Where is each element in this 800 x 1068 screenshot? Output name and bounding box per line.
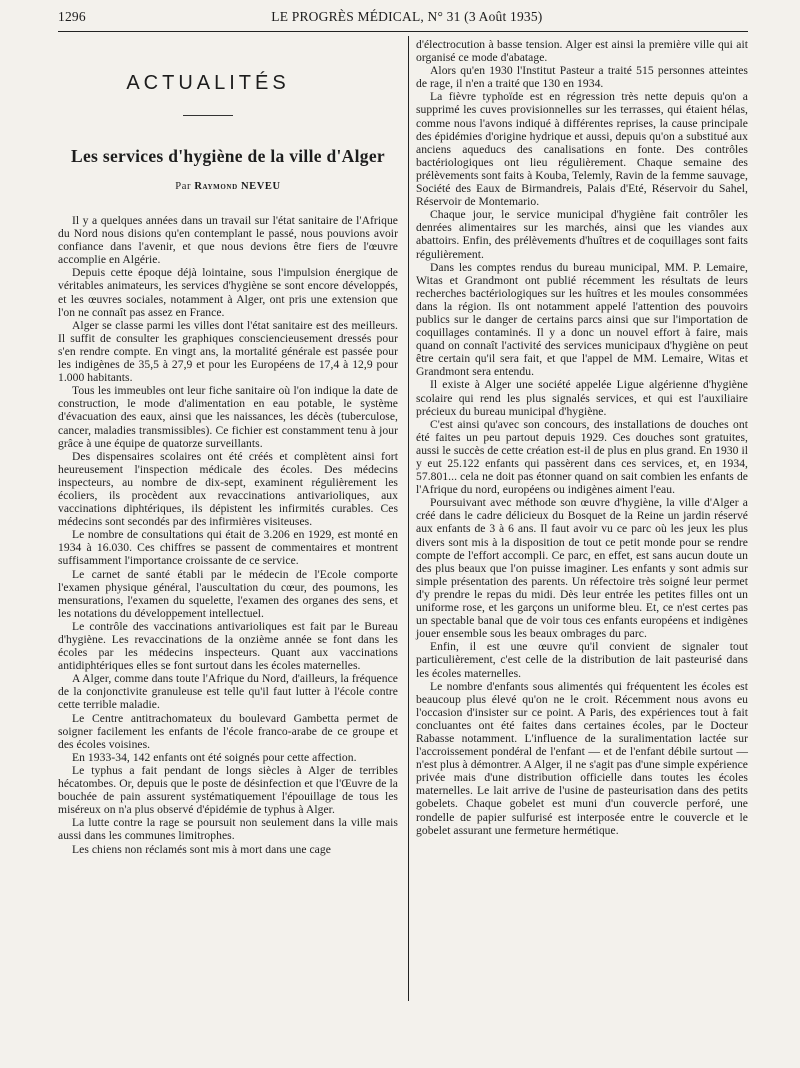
paragraph: Il existe à Alger une société appelée Ligue algérienne d'hygiène scolaire qui rend les plus signalés services, et qui est l'auxiliaire précieux du bureau municipal d'hygiène. bbox=[416, 378, 748, 418]
running-header bbox=[58, 4, 748, 30]
paragraph: Le contrôle des vaccinations antivarioliques est fait par le Bureau d'hygiène. Les revaccinations de la onzième année se font dans les écoles par les médecins inspecteurs. Quant aux vaccinations antidiphtériques elles se font surtout dans les écoles maternelles. bbox=[58, 619, 398, 673]
paragraph: Il y a quelques années dans un travail sur l'état sanitaire de l'Afrique du Nord nous disions qu'en contemplant le passé, nous pouvions avoir confiance dans l'avenir, et que nous devions être fiers de l'œuvre accomplie en Algérie. bbox=[58, 214, 398, 267]
page-number: 1296 bbox=[58, 9, 86, 24]
paragraph: A Alger, comme dans toute l'Afrique du Nord, d'ailleurs, la fréquence de la conjonctivite granuleuse est telle qu'il faut lutter à l'école contre cette terrible maladie. bbox=[58, 672, 398, 712]
paragraph: Tous les immeubles ont leur fiche sanitaire où l'on indique la date de construction, le mode d'alimentation en eau potable, le système d'évacuation des eaux, ainsi que les naissances, les décès (tuberculose, cancer, maladies transmissibles). Ce fichier est constamment tenu à jour grâce à une équipe de quatorze surveillants. bbox=[58, 384, 398, 450]
left-column-body bbox=[58, 214, 398, 856]
paragraph: Alors qu'en 1930 l'Institut Pasteur a traité 515 personnes atteintes de rage, il n'en a traité que 130 en 1934. bbox=[416, 64, 748, 91]
paragraph: Dans les comptes rendus du bureau municipal, MM. P. Lemaire, Witas et Grandmont ont publié récemment les résultats de leurs recherches bactériologiques sur les huîtres et les moules consommées dans la région. Ils ont notamment appelé l'attention des pouvoirs publics sur le danger de certains parcs ainsi que sur l'importation de coquillages contaminés. Il y a donc un nouvel effort à faire, mais quand on connaît l'activité des services municipaux d'hygiène on peut être certain qu'il sera fait, et que l'appel de MM. Lemaire, Witas et Grandmont sera entendu. bbox=[416, 260, 748, 379]
paragraph: Depuis cette époque déjà lointaine, sous l'impulsion énergique de véritables animateurs, les services d'hygiène se sont encore développés, et les œuvres sociales, notamment à Alger, ont pris une extension que l'on ne connaît pas assez en France. bbox=[58, 266, 398, 319]
journal-title: LE PROGRÈS MÉDICAL, N° 31 (3 Août 1935) bbox=[271, 9, 543, 24]
section-title: ACTUALITÉS bbox=[126, 72, 290, 94]
paragraph: Le Centre antitrachomateux du boulevard Gambetta permet de soigner facilement les enfants de l'école franco-arabe de ce groupe et des écoles voisines. bbox=[58, 711, 398, 751]
article-title: Les services d'hygiène de la ville d'Alger bbox=[71, 146, 385, 166]
right-column bbox=[416, 38, 748, 837]
paragraph: Les chiens non réclamés sont mis à mort dans une cage bbox=[72, 842, 331, 856]
byline-prefix: Par bbox=[175, 181, 192, 192]
paragraph: En 1933-34, 142 enfants ont été soignés pour cette affection. bbox=[72, 750, 357, 764]
right-column-body bbox=[416, 38, 748, 837]
paragraph: C'est ainsi qu'avec son concours, des installations de douches ont été faites un peu partout depuis 1929. Ces douches sont gratuites, aussi le succès de cette création est-il de plus en plus grand. En 1930 il y eut 25.122 enfants qui passèrent dans ces services, et, en 1934, 57.801... cela ne doit pas étonner quand on sait combien les enfants de l'Afrique du nord, européens ou indigènes aiment l'eau. bbox=[416, 417, 748, 497]
author-name: Raymond NEVEU bbox=[194, 181, 281, 192]
paragraph: Des dispensaires scolaires ont été créés et complètent ainsi fort heureusement l'inspection médicale des écoles. Des médecins inspecteurs, au nombre de dix-sept, examinent régulièrement les écoliers, ils procèdent aux revaccinations antivarioliques, aux vaccinations diphtériques, ils dépistent les infirmités curables. Ces médecins sont secondés par des infirmières visiteuses. bbox=[58, 449, 398, 529]
paragraph: La lutte contre la rage se poursuit non seulement dans la ville mais aussi dans les communes limitrophes. bbox=[58, 816, 398, 843]
header-rule bbox=[58, 31, 748, 32]
paragraph: Enfin, il est une œuvre qu'il convient de signaler tout particulièrement, c'est celle de la distribution de lait pasteurisé dans les écoles maternelles. bbox=[416, 640, 748, 680]
section-rule bbox=[183, 115, 233, 116]
column-divider bbox=[408, 36, 409, 1001]
paragraph: Le nombre d'enfants sous alimentés qui fréquentent les écoles est beaucoup plus élevé qu'on ne le croit. Récemment nous avons eu l'occasion d'insister sur ce point. A Paris, des expériences tout à fait concluantes ont été faites dans certaines écoles, par le Docteur Rabasse notamment. L'influence de la suralimentation lactée sur l'accroissement pondéral de l'enfant — et de l'enfant débile surtout — n'est plus à démontrer. A Alger, il ne s'agit pas d'une simple expérience privée mais d'une distribution officielle dans toutes les écoles maternelles. Le lait arrive de l'usine de pasteurisation dans des petits gobelets. Chaque gobelet est muni d'un couvercle perforé, une rondelle de papier sulfurisé est interposée entre le couvercle et le gobelet assurant une fermeture hermétique. bbox=[416, 679, 748, 837]
byline bbox=[58, 181, 398, 192]
paragraph: Alger se classe parmi les villes dont l'état sanitaire est des meilleurs. Il suffit de consulter les graphiques consciencieusement dressés pour s'en rendre compte. En vingt ans, la mortalité générale est passée pour les indigènes de 35,5 à 27,9 et pour les Européens de 17,4 à 12,9 pour 1.000 habitants. bbox=[58, 318, 398, 385]
paragraph: Le typhus a fait pendant de longs siècles à Alger de terribles hécatombes. Or, depuis que le poste de désinfection et que l'Œuvre de la bouchée de pain assurent systématiquement l'épouillage de tous les miséreux on n'a plus observé d'épidémie de typhus à Alger. bbox=[58, 763, 398, 817]
left-column bbox=[58, 38, 398, 856]
paragraph: Poursuivant avec méthode son œuvre d'hygiène, la ville d'Alger a créé dans le cadre délicieux du Bosquet de la Reine un jardin réservé aux enfants de 3 à 6 ans. Il faut avoir vu ce parc où les jeux les plus divers sont mis à la disposition de tout ce petit monde pour se rendre compte de l'effort accompli. Ce parc, en effet, est sans aucun doute un des plus beaux que l'on puisse imaginer. Les enfants y sont admis sur simple présentation des parents. Un réfectoire très soigné leur permet d'y prendre le repas du midi. Dès leur entrée les petites filles ont un uniforme rose, et les garçons un uniforme bleu. Et, ce n'est certes pas un spectable banal que de voir tous ces enfants européens et indigènes jouer ensemble sous les beaux ombrages du parc. bbox=[416, 496, 748, 641]
paragraph: Chaque jour, le service municipal d'hygiène fait contrôler les denrées alimentaires sur les marchés, ainsi que les viandes aux abattoirs. Enfin, des prélèvements d'huîtres et de coquillages sont faits régulièrement. bbox=[416, 208, 748, 261]
paragraph: d'électrocution à basse tension. Alger est ainsi la première ville qui ait organisé ce mode d'abatage. bbox=[416, 38, 748, 65]
paragraph: Le carnet de santé établi par le médecin de l'Ecole comporte l'examen physique général, l'auscultation du cœur, des poumons, les mensurations, l'examen du squelette, l'examen des organes des sens, et les notations du développement intellectuel. bbox=[58, 567, 398, 620]
paragraph: La fièvre typhoïde est en régression très nette depuis qu'on a supprimé les cuves provisionnelles sur les terrasses, qui étaient hélas, comme nous l'avons indiqué à différentes reprises, la cause principale des épidémies d'origine hydrique et aussi, depuis qu'on a substitué aux anciens aqueducs des canalisations en fonte. Des contrôles bactériologiques ont lieu régulièrement. Chaque semaine des prélèvements sont faits à Kouba, Telemly, Ravin de la femme sauvage, Société des Eaux de Birmandreis, Palais d'Eté, Réservoir du Sahel, Réservoir de Montemario. bbox=[416, 90, 748, 209]
paragraph: Le nombre de consultations qui était de 3.206 en 1929, est monté en 1934 à 16.030. Ces chiffres se passent de commentaires et montrent suffisamment l'importance croissante de ce service. bbox=[58, 528, 398, 568]
